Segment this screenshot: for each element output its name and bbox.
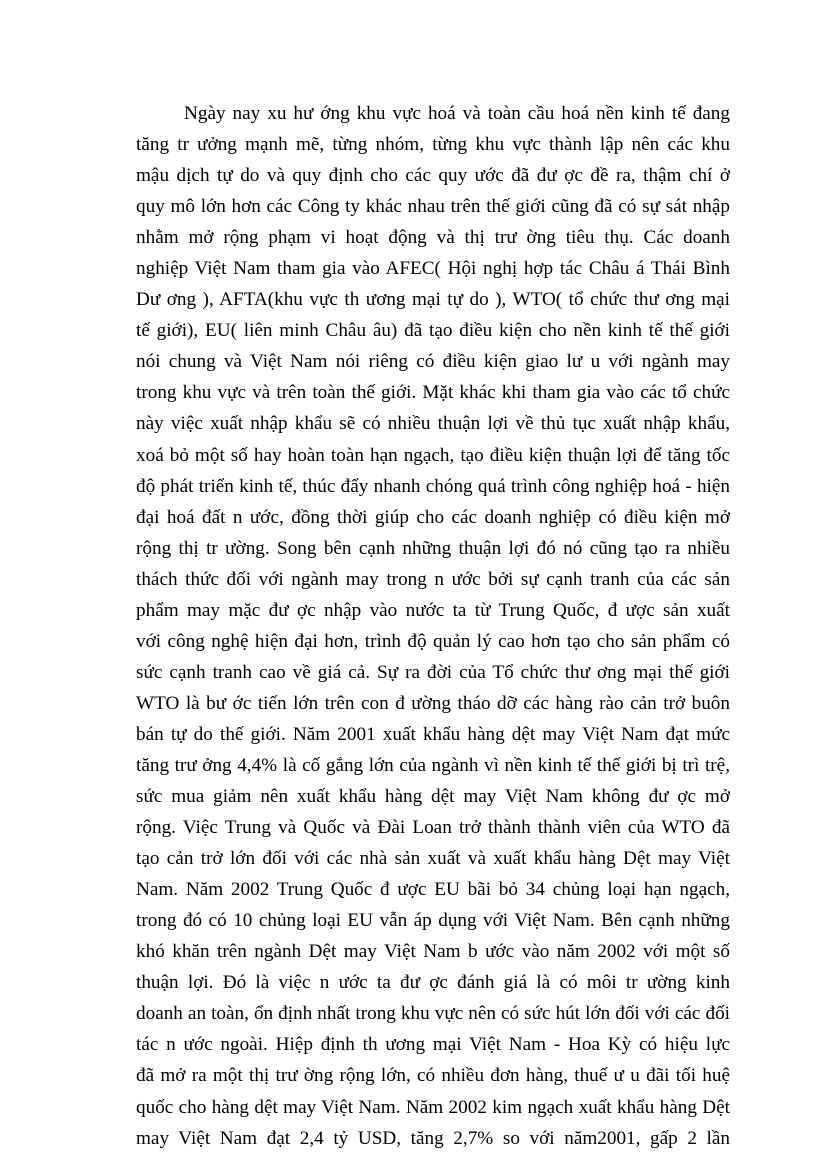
paragraph-line: bán tự do thế giới. Năm 2001 xuất khẩu hàng dệt may Việt Nam đạt mức	[136, 723, 730, 745]
paragraph-line: sức mua giảm nên xuất khẩu hàng dệt may Việt Nam không đư ợc mở	[136, 786, 730, 808]
paragraph-line: đại hoá đất n ước, đồng thời giúp cho các doanh nghiệp có điều kiện mở	[136, 506, 730, 528]
paragraph-line: trong đó có 10 chủng loại EU vẫn áp dụng với Việt Nam. Bên cạnh những	[136, 910, 730, 932]
paragraph-line: xoá bỏ một số hay hoàn toàn hạn ngạch, tạo điều kiện thuận lợi để tăng tốc	[136, 444, 730, 466]
paragraph-line: Ngày nay xu hư ớng khu vực hoá và toàn cầu hoá nền kinh tế đang	[184, 103, 730, 124]
paragraph-line: thách thức đối với ngành may trong n ước bởi sự cạnh tranh của các sản	[136, 568, 730, 590]
paragraph-line: nói chung và Việt Nam nói riêng có điều kiện giao lư u với ngành may	[136, 351, 730, 373]
paragraph-line: rộng thị tr ường. Song bên cạnh những thuận lợi đó nó cũng tạo ra nhiều	[136, 537, 730, 559]
paragraph-line: mậu dịch tự do và quy định cho các quy ước đã đư ợc đề ra, thậm chí ở	[136, 165, 730, 187]
paragraph-line: WTO là bư ớc tiến lớn trên con đ ường tháo dỡ các hàng rào cản trở buôn	[136, 692, 730, 714]
paragraph-line: sức cạnh tranh cao về giá cả. Sự ra đời của Tổ chức thư ơng mại thế giới	[136, 661, 730, 683]
paragraph-line: doanh an toàn, ổn định nhất trong khu vực nên có sức hút lớn đối với các đối	[136, 1003, 730, 1025]
paragraph-line: Dư ơng ), AFTA(khu vực th ương mại tự do ), WTO( tổ chức thư ơng mại	[136, 289, 730, 311]
paragraph-line: đã mở ra một thị trư ờng rộng lớn, có nhiều đơn hàng, thuế ư u đãi tối huệ	[136, 1065, 730, 1087]
paragraph-line: này việc xuất nhập khẩu sẽ có nhiều thuận lợi về thủ tục xuất nhập khẩu,	[136, 413, 730, 435]
paragraph-line: tăng tr ưởng mạnh mẽ, từng nhóm, từng khu vực thành lập nên các khu	[136, 134, 730, 156]
paragraph-line: rộng. Việc Trung và Quốc và Đài Loan trở thành thành viên của WTO đã	[136, 817, 730, 839]
paragraph-line: trong khu vực và trên toàn thế giới. Mặt khác khi tham gia vào các tổ chức	[136, 382, 730, 404]
body-paragraph	[136, 98, 730, 1154]
paragraph-line: Nam. Năm 2002 Trung Quốc đ ược EU bãi bỏ 34 chủng loại hạn ngạch,	[136, 879, 730, 901]
paragraph-line: thuận lợi. Đó là việc n ước ta đư ợc đánh giá là có môi tr ường kinh	[136, 972, 730, 994]
paragraph-line: may Việt Nam đạt 2,4 tỷ USD, tăng 2,7% so với năm2001, gấp 2 lần	[136, 1127, 730, 1149]
paragraph-line: tạo cản trở lớn đối với các nhà sản xuất và xuất khẩu hàng Dệt may Việt	[136, 848, 730, 870]
paragraph-line: phẩm may mặc đư ợc nhập vào nước ta từ Trung Quốc, đ ược sản xuất	[136, 599, 730, 621]
paragraph-line: tế giới), EU( liên minh Châu âu) đã tạo điều kiện cho nền kinh tế thế giới	[136, 320, 730, 342]
paragraph-line: độ phát triển kinh tế, thúc đẩy nhanh chóng quá trình công nghiệp hoá - hiện	[136, 475, 730, 497]
paragraph-line: quốc cho hàng dệt may Việt Nam. Năm 2002 kim ngạch xuất khẩu hàng Dệt	[136, 1096, 730, 1118]
paragraph-line: quy mô lớn hơn các Công ty khác nhau trên thế giới cũng đã có sự sát nhập	[136, 196, 730, 218]
paragraph-line: tác n ước ngoài. Hiệp định th ương mại Việt Nam - Hoa Kỳ có hiệu lực	[136, 1034, 730, 1056]
paragraph-line: tăng trư ởng 4,4% là cố gắng lớn của ngành vì nền kinh tế thế giới bị trì trệ,	[136, 754, 730, 776]
paragraph-line: nhằm mở rộng phạm vi hoạt động và thị trư ờng tiêu thụ. Các doanh	[136, 227, 730, 249]
paragraph-line: với công nghệ hiện đại hơn, trình độ quản lý cao hơn tạo cho sản phẩm có	[136, 630, 730, 652]
paragraph-line: khó khăn trên ngành Dệt may Việt Nam b ước vào năm 2002 với một số	[136, 941, 730, 963]
paragraph-line: nghiệp Việt Nam tham gia vào AFEC( Hội nghị hợp tác Châu á Thái Bình	[136, 258, 730, 280]
